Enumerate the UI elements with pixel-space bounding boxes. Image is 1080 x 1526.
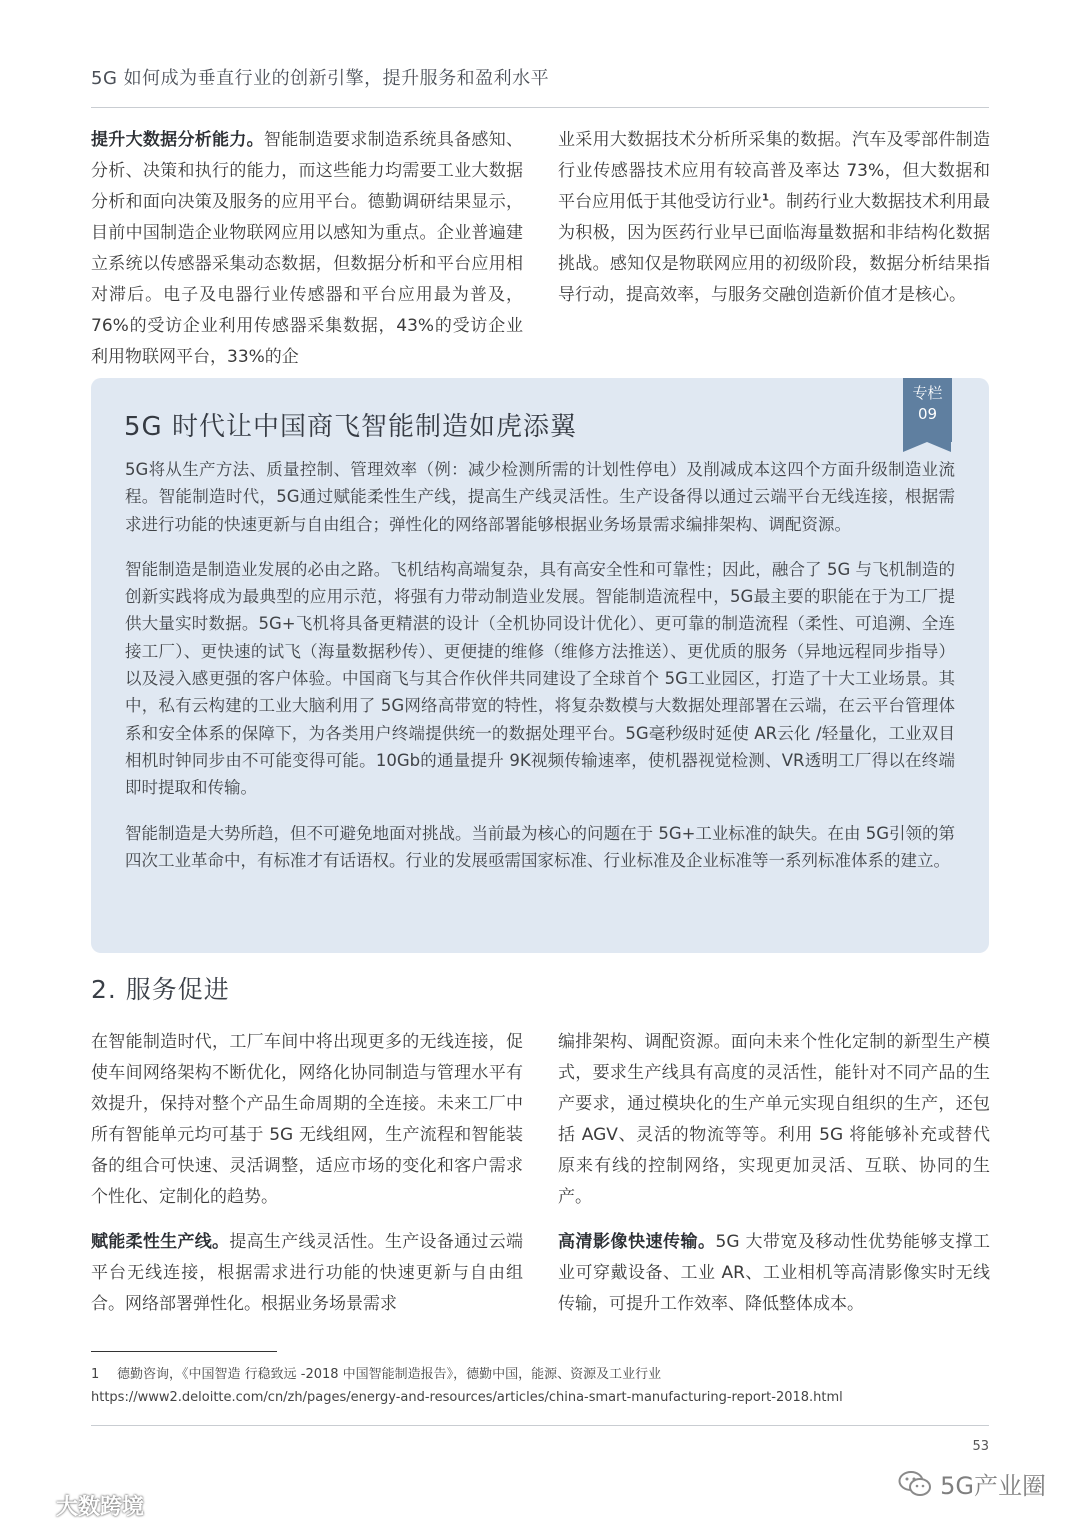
section-right-column [558,1027,990,1320]
paragraph: 编排架构、调配资源。面向未来个性化定制的新型生产模式，要求生产线具有高度的灵活性，能针对不同产品的生产要求，通过模块化的生产单元实现自组织的生产，还包括 AGV、灵活的物流等等。利用 5G 将能够补充或替代原来有线的控制网络，实现更加灵活、互联、协同的生产。 [558,1032,990,1207]
case-study-box [91,378,989,953]
column-tag-number: 09 [917,405,938,423]
page-number: 53 [972,1439,989,1454]
watermark-text: 5G产业圈 [940,1472,1046,1500]
footnote-divider [91,1351,277,1352]
brand-logo-icon [10,1494,50,1518]
paragraph-text: 5G 大带宽及移动性优势能够支撑工业可穿戴设备、工业 AR、工业相机等高清影像实时无线传输，可提升工作效率、降低整体成本。 [558,1232,990,1314]
footnote [91,1363,661,1382]
box-paragraph: 智能制造是制造业发展的必由之路。飞机结构高端复杂，具有高安全性和可靠性；因此，融合了 5G 与飞机制造的创新实践将成为最典型的应用示范，将强有力带动制造业发展。智能制造流程中，5G最主要的职能在于为工厂提供大量实时数据。5G+飞机将具备更精湛的设计（全机协同设计优化）、更可靠的制造流程（柔性、可追溯、全连接工厂）、更快速的试飞（海量数据秒传）、更便捷的维修（维修方法推送）、更优质的服务（异地远程同步指导）以及浸入感更强的客户体验。中国商飞与其合作伙伴共同建设了全球首个 5G工业园区，打造了十大工业场景。其中，私有云构建的工业大脑利用了 5G网络高带宽的特性，将复杂数模与大数据处理部署在云端，在云平台管理体系和安全体系的保障下，为各类用户终端提供统一的数据处理平台。5G毫秒级时延使 AR云化 /轻量化，工业双目相机时钟同步由不可能变得可能。10Gb的通量提升 9K视频传输速率，使机器视觉检测、VR透明工厂得以在终端即时提取和传输。 [125,559,955,798]
lead-phrase: 提升大数据分析能力。 [91,130,264,150]
box-paragraph: 5G将从生产方法、质量控制、管理效率（例：减少检测所需的计划性停电）及削减成本这四个方面升级制造业流程。智能制造时代，5G通过赋能柔性生产线，提高生产线灵活性。生产设备得以通过云端平台无线连接，根据需求进行功能的快速更新与自由组合；弹性化的网络部署能够根据业务场景需求编排架构、调配资源。 [125,460,955,534]
footnote-number: 1 [91,1367,100,1382]
paragraph-text: 智能制造要求制造系统具备感知、分析、决策和执行的能力，而这些能力均需要工业大数据分析和面向决策及服务的应用平台。德勤调研结果显示，目前中国制造企业物联网应用以感知为重点。企业普遍建立系统以传感器采集动态数据，但数据分析和平台应用相对滞后。电子及电器行业传感器和平台应用最为普及，76%的受访企业利用传感器采集数据，43%的受访企业利用物联网平台，33%的企 [91,130,524,367]
section-left-column [91,1027,523,1320]
brand-watermark [10,1490,144,1521]
top-left-column [91,125,523,373]
paragraph-text: 提高生产线灵活性。生产设备通过云端平台无线连接，根据需求进行功能的快速更新与自由组合。网络部署弹性化。根据业务场景需求 [91,1232,524,1314]
column-tag-label: 专栏 [912,384,943,402]
footer-divider [91,1425,989,1426]
section-heading: 2. 服务促进 [91,975,230,1004]
paragraph [558,125,990,311]
wechat-icon [898,1470,932,1498]
header-divider [91,107,989,108]
footnote-ref[interactable]: 1 [762,192,769,204]
paragraph-text: 业采用大数据技术分析所采集的数据。汽车及零部件制造行业传感器技术应用有较高普及率达 73%，但大数据和平台应用低于其他受访行业 [558,130,990,212]
paragraph [558,1227,990,1320]
top-right-column [558,125,990,311]
paragraph: 在智能制造时代，工厂车间中将出现更多的无线连接，促使车间网络架构不断优化，网络化协同制造与管理水平有效提升，保持对整个产品生命周期的全连接。未来工厂中所有智能单元均可基于 5G 无线组网，生产流程和智能装备的组合可快速、灵活调整，适应市场的变化和客户需求个性化、定制化的趋势。 [91,1032,523,1207]
wechat-watermark [898,1466,1046,1501]
column-tag [903,378,952,442]
paragraph-text: 。制药行业大数据技术利用最为积极，因为医药行业早已面临海量数据和非结构化数据挑战。感知仅是物联网应用的初级阶段，数据分析结果指导行动，提高效率，与服务交融创造新价值才是核心。 [558,192,991,305]
lead-phrase: 赋能柔性生产线。 [91,1232,230,1252]
running-header: 5G 如何成为垂直行业的创新引擎，提升服务和盈利水平 [91,68,550,89]
box-title: 5G 时代让中国商飞智能制造如虎添翼 [124,412,577,442]
watermark-text: 大数跨境 [56,1495,145,1520]
paragraph [91,125,523,373]
box-paragraph: 智能制造是大势所趋，但不可避免地面对挑战。当前最为核心的问题在于 5G+工业标准的缺失。在由 5G引领的第四次工业革命中，有标准才有话语权。行业的发展亟需国家标准、行业标准及企业标准等一系列标准体系的建立。 [125,823,955,870]
box-body [125,456,955,874]
footnote-text: 德勤咨询，《中国智造 行稳致远 -2018 中国智能制造报告》，德勤中国，能源、资源及工业行业 [117,1367,662,1382]
paragraph [91,1227,523,1320]
lead-phrase: 高清影像快速传输。 [558,1232,716,1252]
footnote-url-link[interactable]: https://www2.deloitte.com/cn/zh/pages/energy-and-resources/articles/china-smart-manufacturing-report-2018.html [91,1390,843,1405]
